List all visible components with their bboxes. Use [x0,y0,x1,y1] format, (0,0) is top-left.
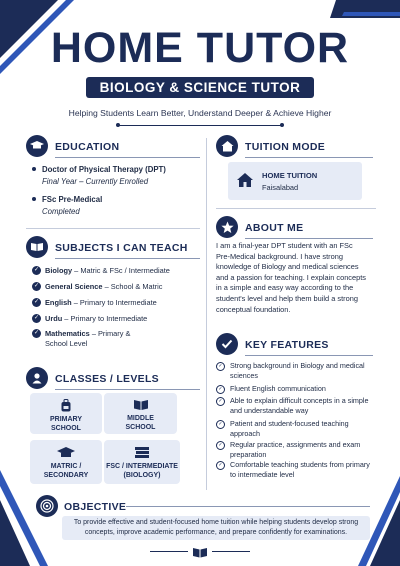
subject-item [32,298,202,308]
tagline: Helping Students Learn Better, Understand Deeper & Achieve Higher [68,108,332,118]
education-item [32,165,202,186]
subject-item [32,329,132,349]
subject-levels: – Matric & FSc / Intermediate [72,266,170,275]
feature-item [216,419,376,438]
education-item [32,195,202,216]
about-title: ABOUT ME [245,222,304,234]
class-label-1: MIDDLE [127,415,154,422]
feature-item [216,384,376,394]
page-title: HOME TUTOR [50,24,350,72]
features-title: KEY FEATURES [245,339,329,351]
footer-rule-right [212,551,250,552]
objective-title: OBJECTIVE [64,501,127,513]
subjects-underline [55,258,200,259]
check-circle-icon [216,333,238,355]
divider-dot-right [280,123,284,127]
feature-text: Able to explain difficult concepts in a simple and understandable way [230,396,369,415]
feature-item [216,460,376,479]
about-underline [245,238,373,239]
home-icon [236,172,254,193]
check-icon: ✓ [33,283,40,289]
class-card [30,440,102,484]
feature-text: Strong background in Biology and medical sciences [230,361,365,380]
subject-name: English [45,298,72,307]
bullet [32,167,36,171]
about-text: I am a final-year DPT student with an FSc Pre-Medical background. I have strong knowledge of Biology and medical sciences and a passion for teaching. I explain concepts in a simple and easy way according to the student's level and help them build a strong conceptual foundation. [216,241,366,314]
column-divider [206,138,207,490]
open-book-icon [26,236,48,258]
class-label-1: FSC / INTERMEDIATE [106,463,178,470]
check-icon: ✓ [216,385,225,394]
check-icon: ✓ [216,362,225,371]
check-icon: ✓ [33,315,40,321]
check-icon: ✓ [216,397,225,406]
degree-status: Completed [42,207,80,216]
section-separator [216,208,376,209]
subject-item [32,314,202,324]
subject-name: General Science [45,282,103,291]
class-label-2: SECONDARY [43,472,89,479]
house-icon [216,135,238,157]
degree: FSc Pre-Medical [42,195,103,204]
subjects-title: SUBJECTS I CAN TEACH [55,242,188,254]
subject-name: Mathematics [45,329,90,338]
section-separator [26,228,200,229]
check-icon: ✓ [33,267,40,273]
class-label-2: SCHOOL [125,424,156,431]
education-underline [55,157,200,158]
feature-item [216,440,376,459]
tuition-city: Faisalabad [262,183,299,192]
check-icon: ✓ [33,299,40,305]
degree: Doctor of Physical Therapy (DPT) [42,165,166,174]
feature-item [216,396,376,415]
feature-item [216,361,376,380]
subject-name: Urdu [45,314,63,323]
graduation-cap-icon [30,446,102,459]
subject-levels: – School & Matric [102,282,163,291]
graduation-cap-icon [26,135,48,157]
footer-book-icon [192,545,208,563]
subject-levels: – Primary & School Level [45,329,131,348]
objective-underline [126,506,370,507]
feature-text: Fluent English communication [230,384,326,393]
class-card [30,393,102,434]
tuition-mode-underline [245,157,373,158]
backpack-icon [30,399,102,412]
degree-status: Final Year – Currently Enrolled [42,177,149,186]
check-icon: ✓ [33,330,40,336]
check-icon: ✓ [216,441,225,450]
subject-levels: – Primary to Intermediate [71,298,157,307]
tuition-mode-value: HOME TUITION [262,171,318,180]
class-label-1: PRIMARY [49,416,83,423]
star-icon [216,216,238,238]
feature-text: Patient and student-focused teaching approach [230,419,349,438]
class-card [104,440,180,484]
class-label-2: (BIOLOGY) [123,472,161,479]
class-card [104,393,177,434]
subtitle-banner: BIOLOGY & SCIENCE TUTOR [86,77,314,98]
subject-levels: – Primary to Intermediate [62,314,148,323]
open-book-icon [104,399,177,411]
divider-dot-left [116,123,120,127]
subject-item [32,266,202,276]
bullet [32,197,36,201]
objective-text: To provide effective and student-focused home tuition while helping students develop strong concepts, improve academic performance, and prepare confidently for examinations. [62,516,370,540]
student-icon [26,367,48,389]
books-stack-icon [104,446,180,459]
target-icon [36,495,58,517]
tuition-mode-box [228,162,362,200]
footer-rule-left [150,551,188,552]
subject-name: Biology [45,266,73,275]
subject-item [32,282,202,292]
education-title: EDUCATION [55,141,120,153]
features-underline [245,355,373,356]
classes-title: CLASSES / LEVELS [55,373,159,385]
tuition-mode-title: TUITION MODE [245,141,326,153]
feature-text: Regular practice, assignments and exam preparation [230,440,361,459]
class-label-2: SCHOOL [51,425,81,432]
check-icon: ✓ [216,461,225,470]
class-label-1: MATRIC / [50,463,82,470]
check-icon: ✓ [216,420,225,429]
header-divider [118,125,282,126]
feature-text: Comfortable teaching students from primary to intermediate level [230,460,370,479]
classes-underline [55,389,200,390]
